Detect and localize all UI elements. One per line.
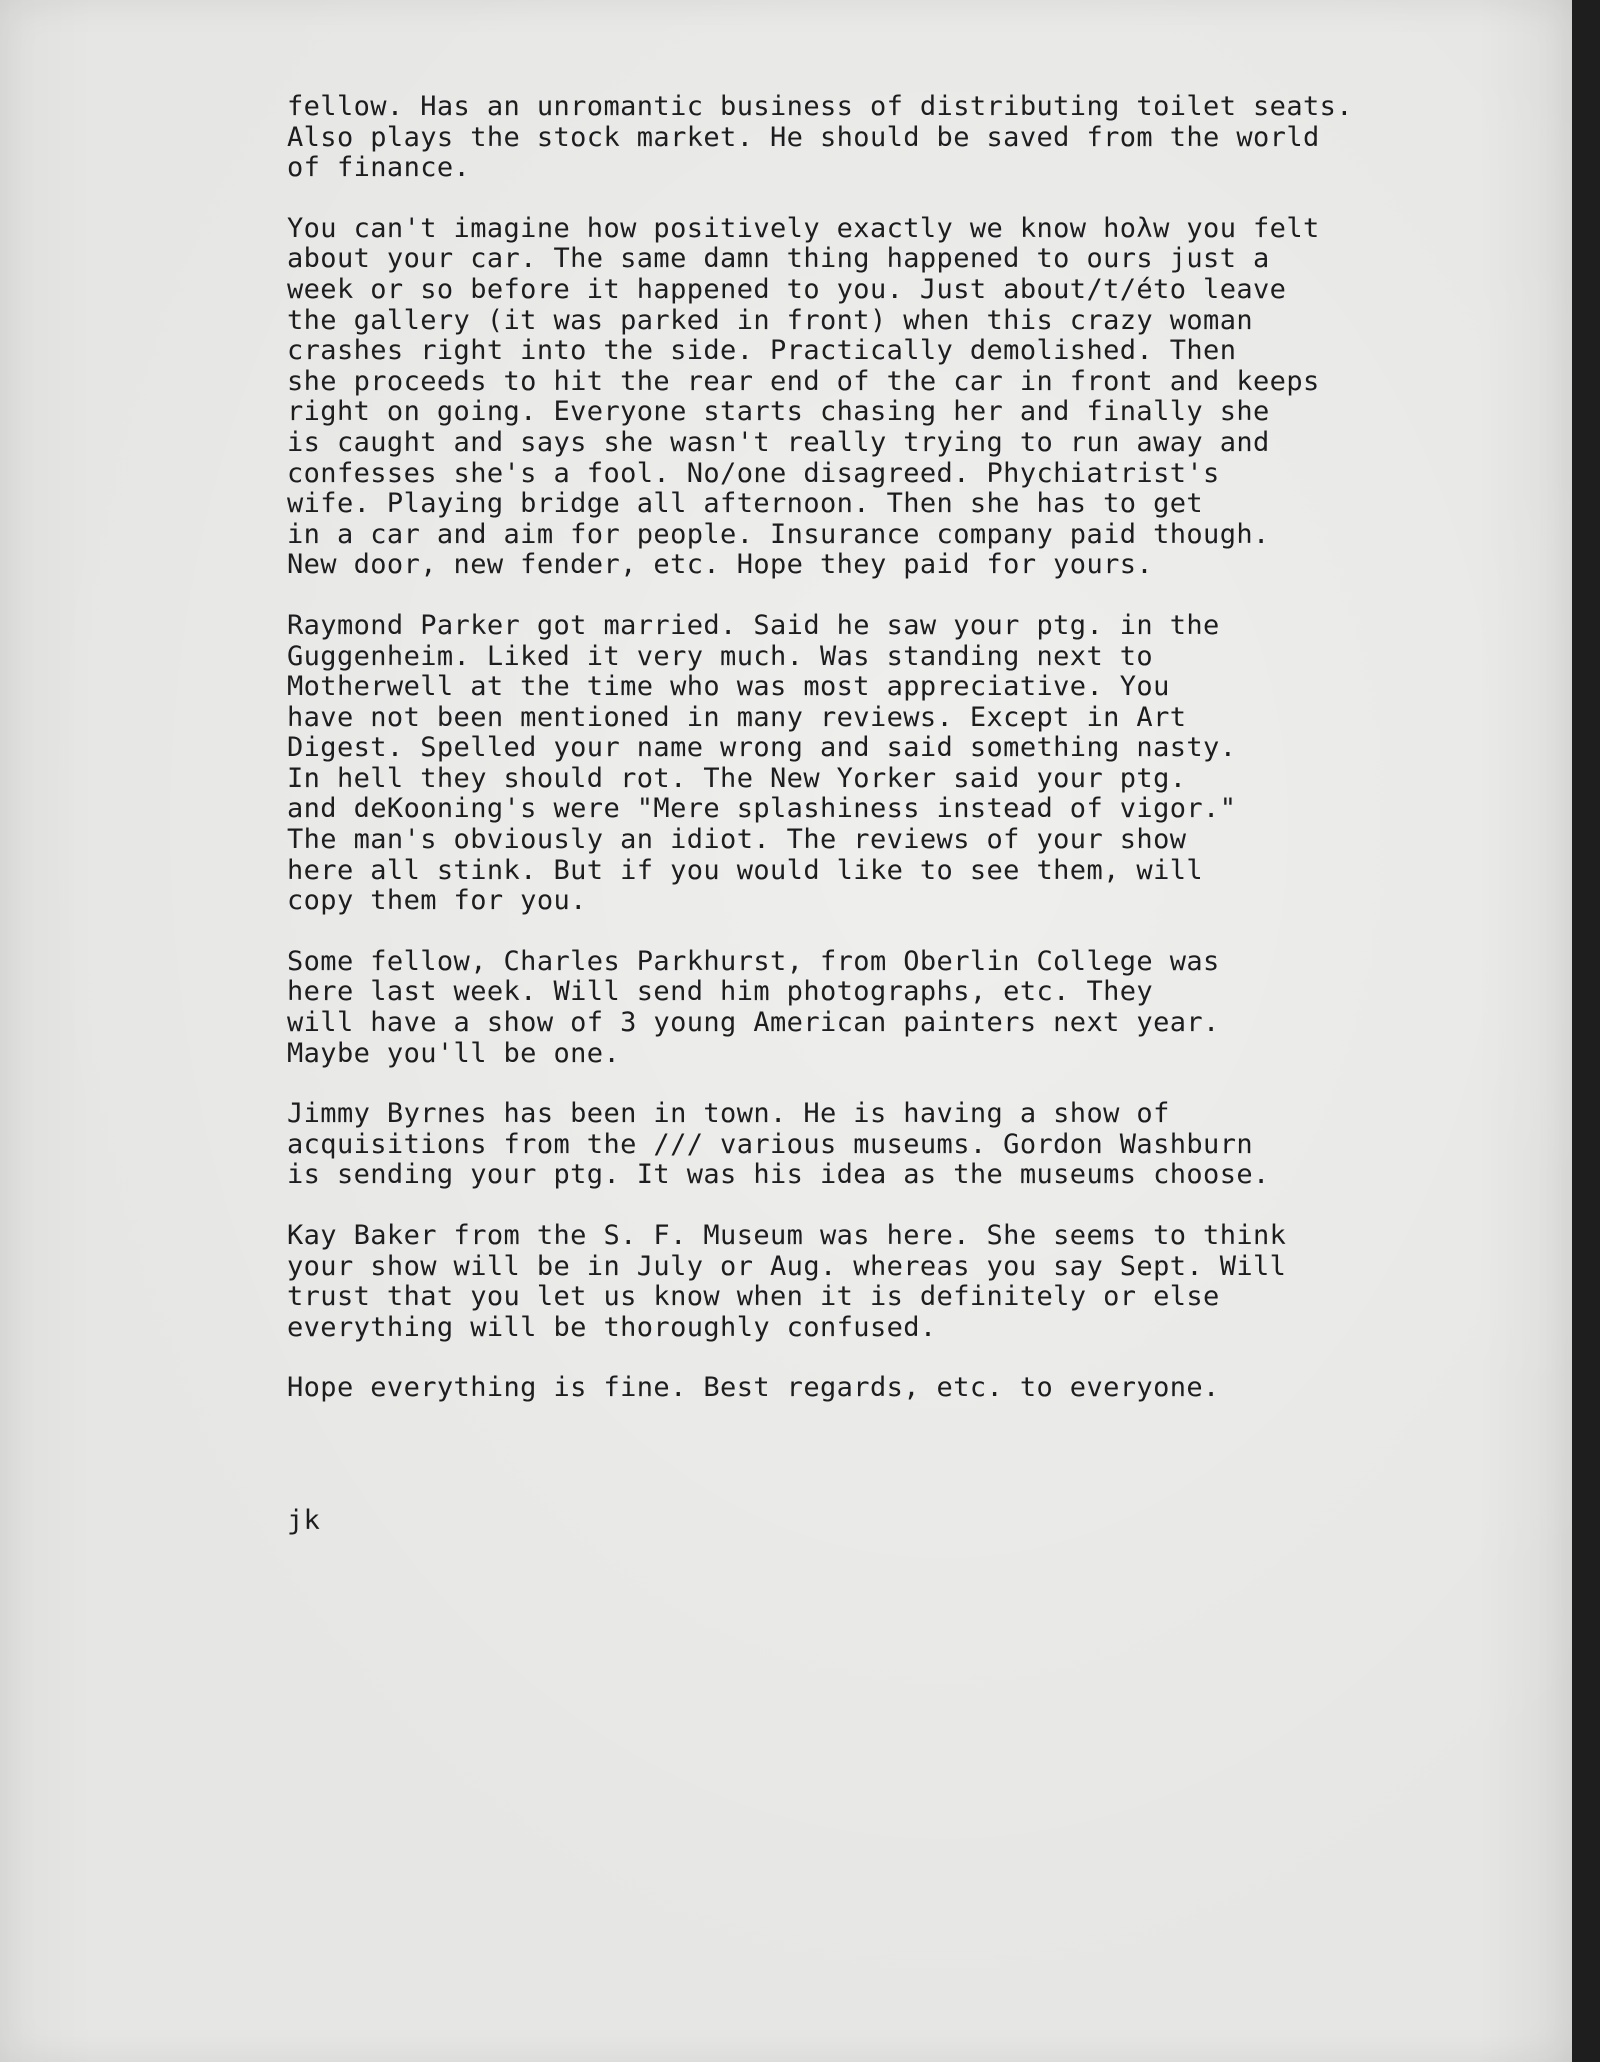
letter-body [287, 92, 1527, 1537]
paragraph-2 [287, 214, 1527, 581]
text-line: copy them for you. [287, 885, 587, 917]
text-line: she proceeds to hit the rear end of the car in front and keeps [287, 365, 1320, 397]
text-line: Some fellow, Charles Parkhurst, from Oberlin College was [287, 945, 1220, 977]
text-line: trust that you let us know when it is definitely or else [287, 1281, 1220, 1313]
text-line: Motherwell at the time who was most appreciative. You [287, 671, 1170, 703]
text-line: here last week. Will send him photographs, etc. They [287, 976, 1154, 1008]
text-line: wife. Playing bridge all afternoon. Then she has to get [287, 488, 1204, 520]
scan-edge [1572, 0, 1600, 2062]
text-line: week or so before it happened to you. Just about/t/éto leave [287, 273, 1287, 305]
text-line: Guggenheim. Liked it very much. Was standing next to [287, 640, 1154, 672]
text-line: of finance. [287, 152, 471, 184]
text-line: in a car and aim for people. Insurance company paid though. [287, 518, 1270, 550]
paragraph-3 [287, 611, 1527, 917]
text-line: confesses she's a fool. No/one disagreed. Phychiatrist's [287, 457, 1220, 489]
text-line: the gallery (it was parked in front) when this crazy woman [287, 304, 1254, 336]
text-line: is sending your ptg. It was his idea as the museums choose. [287, 1159, 1270, 1191]
text-line: Raymond Parker got married. Said he saw your ptg. in the [287, 609, 1220, 641]
text-line: Kay Baker from the S. F. Museum was here. She seems to think [287, 1220, 1287, 1251]
text-line: everything will be thoroughly confused. [287, 1311, 937, 1343]
text-line: your show will be in July or Aug. whereas you say Sept. Will [287, 1250, 1287, 1282]
text-line: Also plays the stock market. He should be saved from the world [287, 121, 1320, 153]
text-line: Jimmy Byrnes has been in town. He is having a show of [287, 1098, 1170, 1130]
text-line: fellow. Has an unromantic business of distributing toilet seats. [287, 91, 1353, 122]
text-line: about your car. The same damn thing happened to ours just a [287, 243, 1270, 275]
text-line: Hope everything is fine. Best regards, etc. to everyone. [287, 1372, 1220, 1404]
paragraph-1 [287, 92, 1527, 184]
paragraph-7 [287, 1373, 1527, 1404]
text-line: right on going. Everyone starts chasing her and finally she [287, 396, 1270, 428]
text-line: acquisitions from the /// various museums. Gordon Washburn [287, 1128, 1254, 1160]
signoff [287, 1506, 1527, 1537]
text-line: You can't imagine how positively exactly we know hoλw you felt [287, 212, 1320, 244]
text-line: and deKooning's were "Mere splashiness instead of vigor." [287, 793, 1237, 825]
signoff-initials: jk [287, 1504, 321, 1536]
text-line: crashes right into the side. Practically demolished. Then [287, 335, 1237, 367]
text-line: In hell they should rot. The New Yorker said your ptg. [287, 762, 1187, 794]
paragraph-6 [287, 1221, 1527, 1343]
paragraph-4 [287, 947, 1527, 1069]
text-line: is caught and says she wasn't really trying to run away and [287, 426, 1270, 458]
text-line: have not been mentioned in many reviews. Except in Art [287, 701, 1187, 733]
paragraph-5 [287, 1099, 1527, 1191]
text-line: will have a show of 3 young American painters next year. [287, 1007, 1220, 1039]
text-line: Maybe you'll be one. [287, 1037, 621, 1069]
text-line: New door, new fender, etc. Hope they paid for yours. [287, 549, 1154, 581]
text-line: Digest. Spelled your name wrong and said something nasty. [287, 732, 1237, 764]
text-line: The man's obviously an idiot. The reviews of your show [287, 824, 1187, 856]
text-line: here all stink. But if you would like to see them, will [287, 854, 1204, 886]
